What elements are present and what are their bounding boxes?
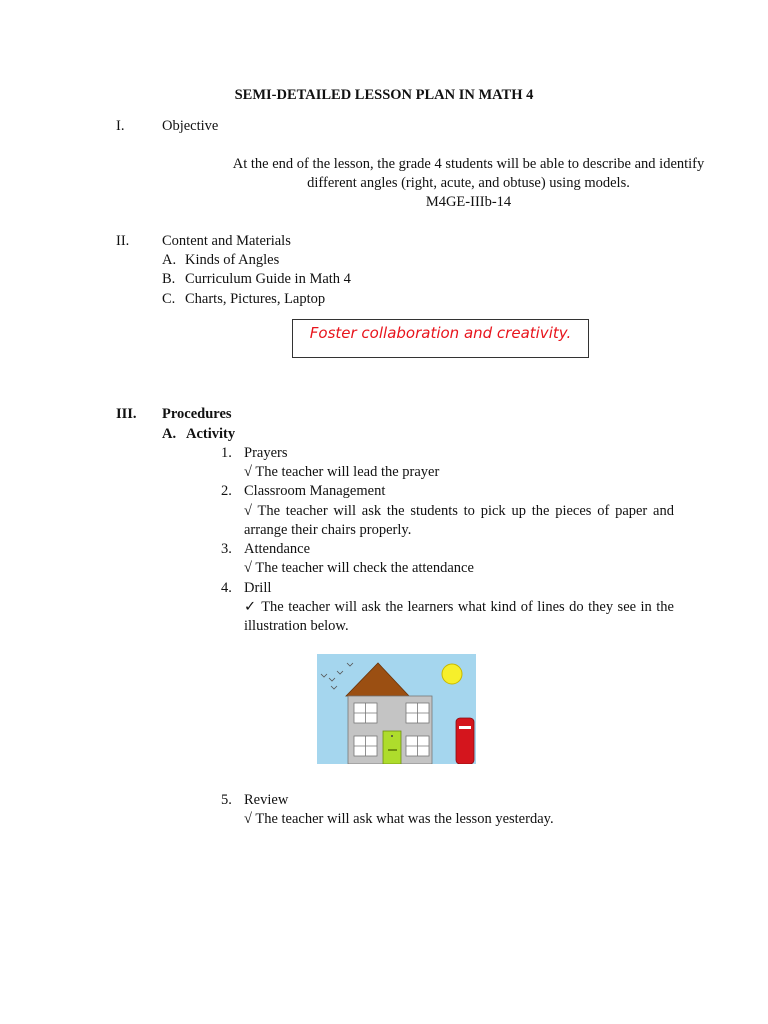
material-marker: C. [162,291,176,307]
step-detail-text: The teacher will check the attendance [255,560,474,576]
step-detail [244,559,474,578]
callout-box [292,319,589,358]
section-3-numeral: III. [116,406,137,422]
step-detail-text: The teacher will ask what was the lesson yesterday. [255,811,554,827]
step-number: 5. [221,792,232,808]
sun-icon [442,664,462,684]
section-1-numeral: I. [116,118,125,134]
step-detail-text: The teacher will ask the learners what kind of lines do they see in the illustration below. [244,599,674,634]
check-icon: √ [244,464,252,480]
page-title: SEMI-DETAILED LESSON PLAN IN MATH 4 [234,87,534,103]
material-item: Kinds of Angles [185,252,280,268]
section-3-heading: Procedures [162,406,232,422]
section-2-numeral: II. [116,233,130,249]
check-icon: ✓ [244,599,257,615]
letter-slot [388,749,397,751]
step-detail [244,810,554,829]
callout-text: Foster collaboration and creativity. [309,324,572,342]
material-item: Curriculum Guide in Math 4 [185,271,351,287]
step-title: Attendance [244,541,311,557]
step-title: Prayers [244,445,288,461]
step-title: Drill [244,580,272,596]
step-number: 3. [221,541,232,557]
objective-line-2: different angles (right, acute, and obtuse) using models. [307,175,630,191]
section-1-heading: Objective [162,118,219,134]
check-icon: √ [244,811,252,827]
material-marker: A. [162,252,177,268]
subsection-marker: A. [162,426,177,442]
check-icon: √ [244,503,252,519]
subsection-heading: Activity [186,426,236,442]
step-title: Classroom Management [244,483,386,499]
step-detail [244,502,674,540]
step-detail [244,598,674,636]
step-detail-text: The teacher will ask the students to pick up the pieces of paper and arrange their chairs properly. [244,503,674,538]
mailbox-slot [459,726,471,729]
competency-code: M4GE-IIIb-14 [425,194,512,210]
house-illustration [317,654,476,764]
step-number: 4. [221,580,232,596]
step-detail-text: The teacher will lead the prayer [255,464,440,480]
material-item: Charts, Pictures, Laptop [185,291,326,307]
material-marker: B. [162,271,176,287]
section-2-heading: Content and Materials [162,233,291,249]
check-icon: √ [244,560,252,576]
door-knob [391,735,393,737]
objective-line-1: At the end of the lesson, the grade 4 students will be able to describe and identify [232,156,705,172]
mailbox-icon [456,718,474,764]
step-detail [244,463,439,482]
step-number: 2. [221,483,232,499]
step-number: 1. [221,445,232,461]
step-title: Review [244,792,289,808]
